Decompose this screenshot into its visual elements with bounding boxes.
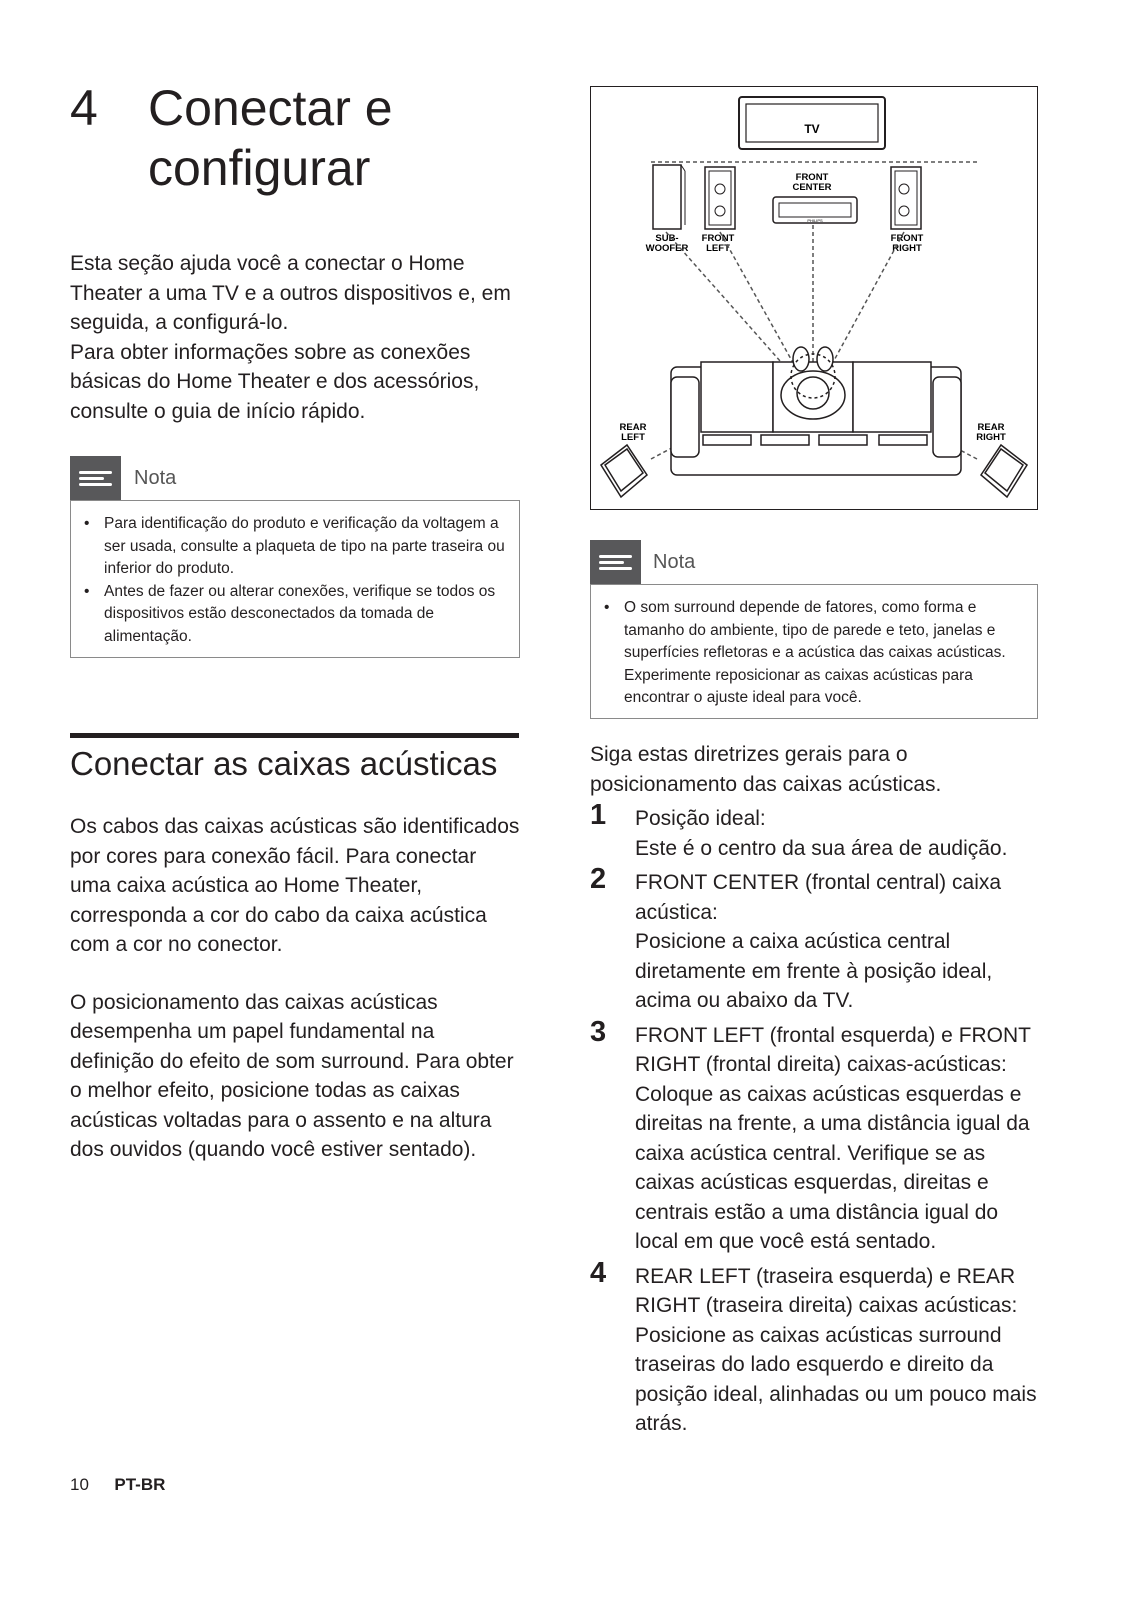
- tv-icon: [739, 97, 885, 149]
- step-title-text: (traseira direita) caixas acústicas:: [699, 1294, 1018, 1317]
- step-title: [635, 868, 1040, 927]
- step-keyword: FRONT LEFT: [635, 1023, 764, 1047]
- step-number: 3: [590, 1015, 607, 1048]
- step-title: [635, 1262, 1040, 1321]
- intro-paragraph-2: Para obter informações sobre as conexões básicas do Home Theater e dos acessórios, consulte o guia de início rápido.: [70, 340, 480, 423]
- note-box: [590, 584, 1038, 719]
- section-heading: Conectar as caixas acústicas: [70, 745, 498, 782]
- guidelines: [590, 740, 1040, 1439]
- step-title-text: (frontal esquerda) e: [763, 1023, 959, 1047]
- note-item: • Para identificação do produto e verificação da voltagem a ser usada, consulte a plaqueta de tipo na parte traseira ou inferior do produto.: [71, 513, 511, 581]
- step-body: Este é o centro da sua área de audição.: [635, 836, 1008, 860]
- tv-label: TV: [804, 122, 820, 136]
- step-title: [635, 1021, 1040, 1080]
- rear-right-label-2: RIGHT: [976, 432, 1006, 443]
- step-title-text: (frontal direita) caixas-acústicas:: [699, 1053, 1007, 1076]
- step-keyword: FRONT CENTER: [635, 871, 800, 894]
- step-item: [590, 1256, 1040, 1439]
- rear-right-speaker-icon: [981, 445, 1027, 497]
- step-keyword: FRONT RIGHT: [635, 1023, 1031, 1076]
- front-center-label-2: CENTER: [792, 182, 832, 193]
- rear-left-label-1: REAR: [619, 422, 647, 433]
- step-item: [590, 1015, 1040, 1257]
- rear-left-speaker-icon: [601, 445, 647, 497]
- intro: [70, 249, 520, 426]
- brand-label: PHILIPS: [807, 218, 823, 223]
- step-number: 2: [590, 863, 607, 895]
- guidelines-intro: Siga estas diretrizes gerais para o posicionamento das caixas acústicas.: [590, 743, 942, 796]
- rear-left-label-2: LEFT: [621, 432, 645, 443]
- front-center-speaker-icon: [773, 197, 857, 223]
- note-label: Nota: [653, 551, 696, 573]
- step-title-text: (traseira esquerda) e: [750, 1264, 957, 1288]
- step-body: Posicione a caixa acústica central diretamente em frente à posição ideal, acima ou abaixo da TV.: [635, 930, 993, 1012]
- note-item: • O som surround depende de fatores, como forma e tamanho do ambiente, tipo de parede e teto, janelas e superfícies refletoras e a acústica das caixas acústicas. Experimente reposicionar as caixas acústicas para encontrar o ajuste ideal para você.: [591, 597, 1027, 710]
- step-title-text: (frontal central) caixa acústica:: [635, 871, 1002, 924]
- section-body: [70, 812, 522, 1165]
- intro-paragraph-1: Esta seção ajuda você a conectar o Home Theater a uma TV e a outros dispositivos e, em seguida, a configurá-lo.: [70, 252, 511, 334]
- footer: [70, 1475, 165, 1495]
- step-keyword: REAR RIGHT: [635, 1264, 1016, 1317]
- front-right-label-1: FRONT: [890, 233, 924, 244]
- step-body: Posicione as caixas acústicas surround traseiras do lado esquerdo e direito da posição ideal, alinhadas ou um pouco mais atrás.: [635, 1323, 1037, 1435]
- front-right-speaker-icon: [891, 167, 921, 229]
- step-number: 1: [590, 799, 607, 831]
- note-icon: [590, 540, 641, 584]
- note-icon: [70, 456, 121, 500]
- front-center-label-1: FRONT: [795, 172, 829, 183]
- section-rule: [70, 733, 519, 738]
- front-left-label-2: LEFT: [706, 243, 730, 254]
- step-item: [590, 863, 1040, 1016]
- step-title: Posição ideal:: [635, 807, 766, 830]
- subwoofer-icon: [653, 165, 685, 229]
- front-left-speaker-icon: [705, 167, 735, 229]
- chapter-title: Conectar e configurar: [148, 80, 393, 196]
- chapter-number: 4: [70, 80, 98, 136]
- speaker-diagram-svg: [591, 87, 1037, 509]
- step-keyword: REAR LEFT: [635, 1264, 751, 1288]
- subwoofer-label-1: SUB-: [655, 233, 679, 244]
- speaker-placement-diagram: [590, 86, 1038, 510]
- rear-right-label-1: REAR: [977, 422, 1005, 433]
- step-number: 4: [590, 1256, 607, 1289]
- step-item: [590, 799, 1040, 863]
- note-box: [70, 500, 520, 658]
- front-right-label-2: RIGHT: [892, 243, 922, 254]
- subwoofer-label-2: WOOFER: [645, 243, 689, 254]
- section-paragraph-2: O posicionamento das caixas acústicas desempenha um papel fundamental na definição do efeito de som surround. Para obter o melhor efeito, posicione todas as caixas acústicas voltadas para o assento e na altura dos ouvidos (quando você estiver sentado).: [70, 990, 514, 1161]
- front-left-label-1: FRONT: [701, 233, 735, 244]
- step-body: Coloque as caixas acústicas esquerdas e direitas na frente, a uma distância igual da caixa acústica central. Verifique se as caixas acústicas esquerdas, direitas e centrais estão a uma distância igual do local em que você está sentado.: [635, 1082, 1030, 1253]
- note-label: Nota: [134, 467, 177, 489]
- page-number: 10: [70, 1475, 89, 1494]
- section-paragraph-1: Os cabos das caixas acústicas são identificados por cores para conexão fácil. Para conectar uma caixa acústica ao Home Theater, corresponda a cor do cabo da caixa acústica com a cor no conector.: [70, 815, 520, 956]
- note-item: • Antes de fazer ou alterar conexões, verifique se todos os dispositivos estão desconectados da tomada de alimentação.: [71, 581, 511, 649]
- language-code: PT-BR: [114, 1475, 166, 1494]
